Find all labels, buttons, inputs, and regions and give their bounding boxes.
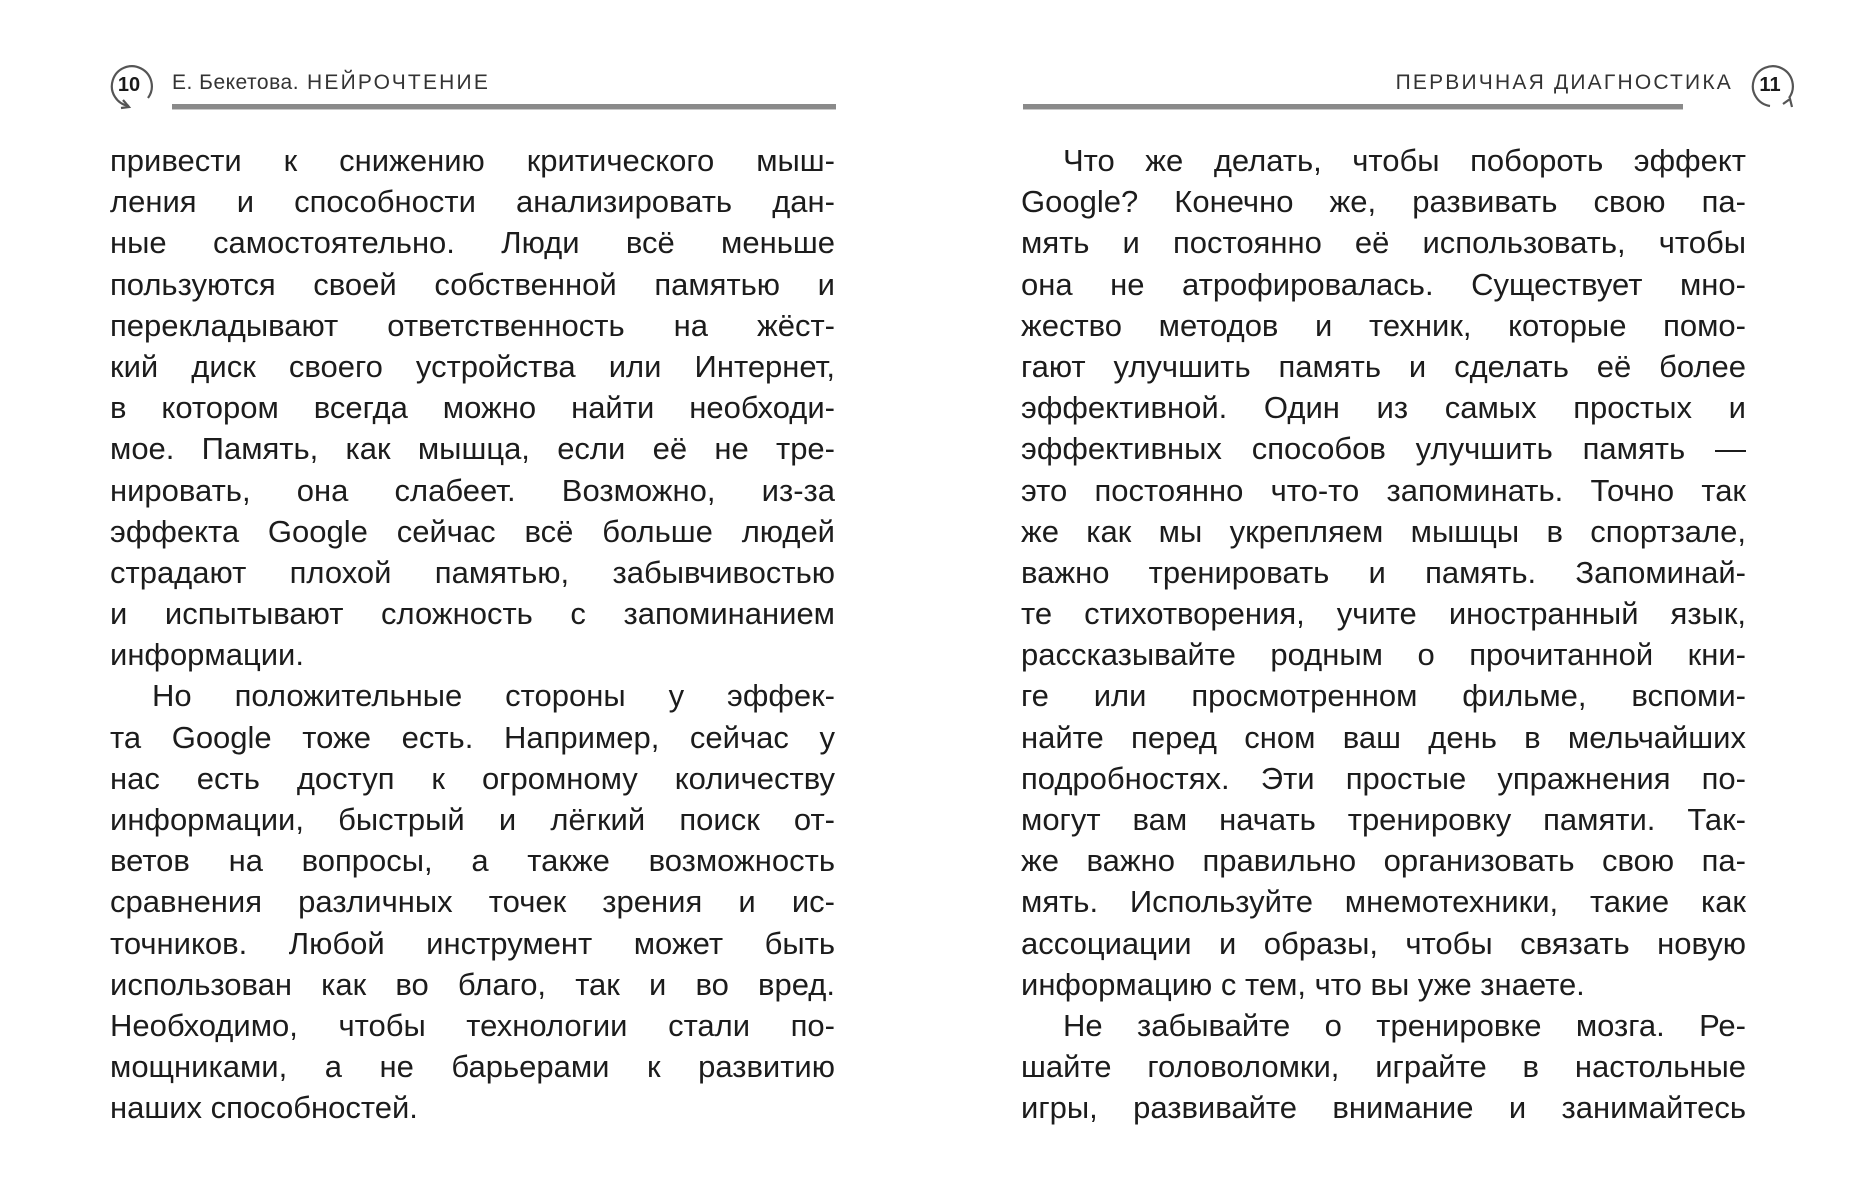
right-page [925,0,1850,1200]
page-number: 11 [1759,74,1781,96]
text-line: эффекта Google сейчас всё больше людей [110,513,835,549]
text-line: ные самостоятельно. Люди всё меньше [110,225,835,261]
page-number-badge [106,62,152,108]
text-line: те стихотворения, учите иностранный язык, [1021,596,1746,632]
text-line: перекладывают ответственность на жёст- [110,307,835,343]
text-line: Не забывайте о тренировке мозга. Ре- [1063,1007,1746,1043]
author-name: Е. Бекетова. [172,71,300,94]
text-line: могут вам начать тренировку памяти. Так- [1021,802,1746,837]
text-line: Необходимо, чтобы технологии стали по- [110,1007,835,1043]
page-number-badge [1747,62,1793,108]
body-text [110,140,835,1129]
text-line: гают улучшить память и сделать её более [1021,348,1746,384]
text-line: мять и постоянно её использовать, чтобы [1021,225,1746,261]
section-title: ПЕРВИЧНАЯ ДИАГНОСТИКА [1395,71,1733,94]
left-page [0,0,925,1200]
header-rule [1023,104,1683,110]
text-line: та Google тоже есть. Например, сейчас у [110,719,835,755]
text-line: сравнения различных точек зрения и ис- [110,884,835,920]
text-line: ветов на вопросы, а также возможность [110,843,835,879]
text-line: мять. Используйте мнемотехники, такие как [1021,884,1746,920]
text-line: эффективных способов улучшить память — [1021,431,1746,467]
left-page-header [106,58,836,118]
text-line: же важно правильно организовать свою па- [1021,843,1746,879]
page-number: 10 [117,74,141,96]
text-line: ления и способности анализировать дан- [110,184,835,220]
body-text [1021,140,1746,1129]
text-line: информацию с тем, что вы уже знаете. [1021,966,1585,1002]
text-line: эффективной. Один из самых простых и [1021,390,1746,426]
text-line: Google? Конечно же, развивать свою па- [1021,184,1746,220]
text-line: в котором всегда можно найти необходи- [110,390,835,426]
text-line: информации, быстрый и лёгкий поиск от- [110,802,835,837]
header-rule [172,104,836,110]
text-line: найте перед сном ваш день в мельчайших [1021,719,1746,755]
text-line: Но положительные стороны у эффек- [152,678,835,714]
text-line: пользуются своей собственной памятью и [110,266,835,302]
text-line: Что же делать, чтобы побороть эффект [1063,143,1746,178]
text-line: игры, развивайте внимание и занимайтесь [1021,1090,1746,1126]
text-line: нас есть доступ к огромному количеству [110,760,835,796]
text-line: же как мы укрепляем мышцы в спортзале, [1021,513,1746,549]
text-line: она не атрофировалась. Существует мно- [1021,266,1746,302]
text-line: ге или просмотренном фильме, вспоми- [1021,678,1746,714]
text-line: и испытывают сложность с запоминанием [110,596,835,632]
right-page-header [1023,58,1793,118]
running-head [1396,71,1733,95]
text-line: страдают плохой памятью, забывчивостью [110,554,835,590]
running-head [172,71,490,95]
text-line: важно тренировать и память. Запоминай- [1021,554,1746,590]
text-line: шайте головоломки, играйте в настольные [1021,1049,1746,1085]
book-title: НЕЙРОЧТЕНИЕ [307,71,491,94]
text-line: ассоциации и образы, чтобы связать новую [1021,925,1746,961]
text-line: это постоянно что-то запоминать. Точно так [1021,472,1746,508]
text-line: мое. Память, как мышца, если её не тре- [110,431,835,467]
text-line: мощниками, а не барьерами к развитию [110,1049,835,1085]
text-line: кий диск своего устройства или Интернет, [110,348,835,384]
text-line: привести к снижению критического мыш- [110,143,835,178]
text-line: наших способностей. [110,1090,418,1126]
text-line: информации. [110,637,304,673]
text-line: подробностях. Эти простые упражнения по- [1021,760,1746,796]
text-line: рассказывайте родным о прочитанной кни- [1021,637,1746,673]
text-line: жество методов и техник, которые помо- [1021,307,1746,343]
text-line: использован как во благо, так и во вред. [110,966,835,1002]
text-line: нировать, она слабеет. Возможно, из-за [110,472,835,508]
text-line: точников. Любой инструмент может быть [110,925,835,961]
